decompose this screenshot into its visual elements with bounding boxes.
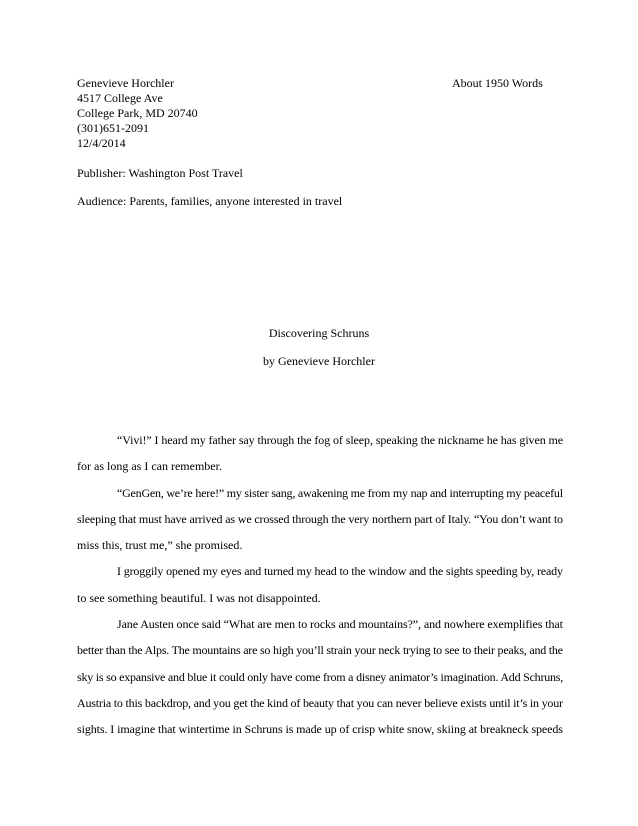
author-header	[77, 76, 198, 151]
body-line: I groggily opened my eyes and turned my head to the window and the sights speeding by, ready	[117, 564, 563, 579]
author-address: 4517 College Ave	[77, 91, 163, 105]
article-title: Discovering Schruns	[268, 326, 370, 340]
body-line: miss this, trust me,” she promised.	[77, 538, 243, 553]
article-body	[77, 431, 563, 747]
body-line: Jane Austen once said “What are men to rocks and mountains?”, and nowhere exemplifies that	[117, 617, 563, 632]
document-date: 12/4/2014	[77, 136, 126, 150]
body-line: “GenGen, we’re here!” my sister sang, awakening me from my nap and interrupting my peaceful	[117, 485, 563, 500]
body-line: “Vivi!” I heard my father say through the fog of sleep, speaking the nickname he has given me	[117, 433, 563, 447]
article-byline: by Genevieve Horchler	[263, 354, 375, 368]
audience-line: Audience: Parents, families, anyone interested in travel	[77, 194, 343, 208]
word-count: About 1950 Words	[452, 76, 543, 90]
body-line: sleeping that must have arrived as we crossed through the very northern part of Italy. “You don’t want to	[77, 511, 563, 526]
body-line: for as long as I can remember.	[77, 459, 222, 474]
publisher-line: Publisher: Washington Post Travel	[77, 166, 243, 180]
author-city: College Park, MD 20740	[77, 106, 198, 120]
author-name: Genevieve Horchler	[77, 76, 174, 90]
body-line: Austria to this backdrop, and you get the kind of beauty that you can never believe exists until it’s in your	[77, 695, 563, 710]
author-phone: (301)651-2091	[77, 121, 149, 135]
body-line: better than the Alps. The mountains are so high you’ll strain your neck trying to see to their peaks, and the	[77, 643, 563, 658]
body-line: sky is so expansive and blue it could only have come from a disney animator’s imagination. Add Schruns,	[77, 669, 564, 684]
body-line: sights. I imagine that wintertime in Schruns is made up of crisp white snow, skiing at breakneck speeds	[77, 722, 563, 737]
body-line: to see something beautiful. I was not disappointed.	[77, 590, 321, 605]
